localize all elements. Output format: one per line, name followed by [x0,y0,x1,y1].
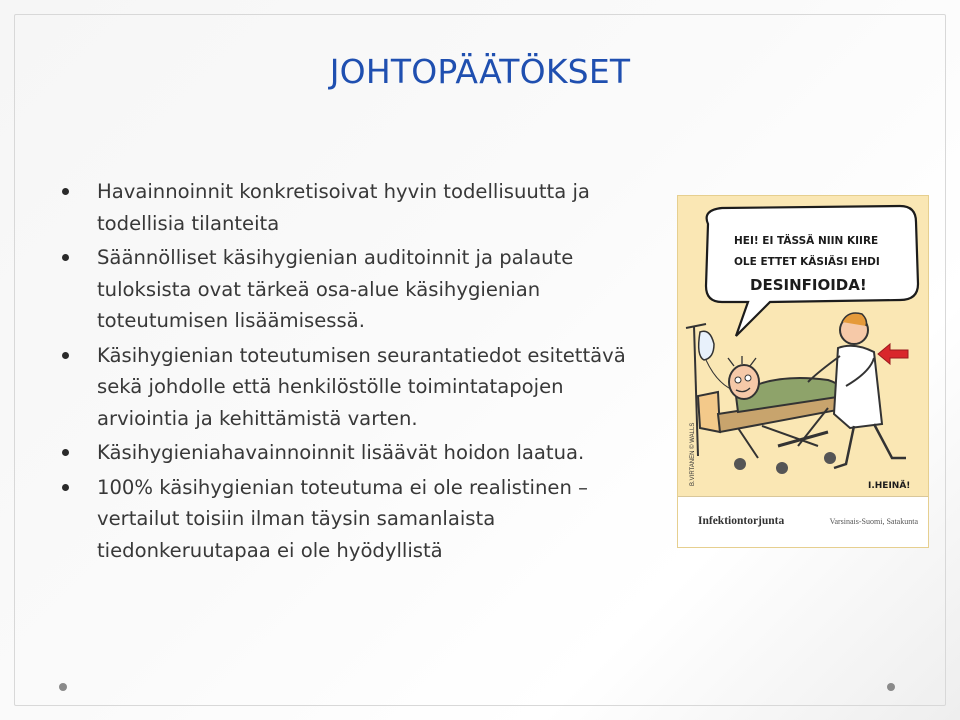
cartoon-signature: I.HEINÄ! [868,481,911,491]
speech-bubble [706,206,918,336]
bed-headboard [698,392,720,432]
bullet-list [60,176,650,569]
cartoon-illustration [677,195,929,548]
bullet-text: Säännölliset käsihygienian auditoinnit ja palaute tuloksista ovat tärkeä osa-alue käsihygienian toteutumisen lisäämisessä. [97,246,574,332]
bullet-text: 100% käsihygienian toteutuma ei ole realistinen – vertailut toisiin ilman täysin samanlaista tiedonkeruutapaa ei ole hyödyllistä [97,475,588,562]
cartoon-caption-strip [678,496,928,547]
bullet-text: Käsihygieniahavainnoinnit lisäävät hoidon laatua. [97,441,585,464]
bullet-text: Havainnoinnit konkretisoivat hyvin todellisuutta ja todellisia tilanteita [97,180,590,235]
cartoon-drawing [678,196,928,499]
patient-head [729,365,759,399]
speech-line-3: DESINFIOIDA! [750,276,867,294]
bullet-dot-icon [62,352,69,359]
bullet-text: Käsihygienian toteutumisen seurantatiedot esitettävä sekä johdolle että henkilöstölle toimintatapojen arviointia ja kehittämistä varten. [97,343,626,430]
doctor-leg [834,426,854,468]
bullet-item [60,176,650,239]
caption-side: Varsinais-Suomi, Satakunta [829,517,918,526]
bed-wheel [776,462,788,474]
bullet-dot-icon [62,188,69,195]
corner-dot-icon [887,683,895,691]
corner-dot-icon [59,683,67,691]
slide-title: JOHTOPÄÄTÖKSET [329,52,631,91]
bullet-item [60,472,650,567]
doctor-leg [874,424,906,458]
bullet-item [60,340,650,435]
iv-bag [699,331,714,360]
red-arrow-icon [878,344,908,364]
bed-wheel [824,452,836,464]
side-credit: B.VIRTANEN © WALLS [690,422,696,486]
bullet-item [60,242,650,337]
bullet-dot-icon [62,484,69,491]
bullet-dot-icon [62,449,69,456]
bed-wheel [734,458,746,470]
bullet-item [60,437,650,469]
speech-line-2: OLE ETTET KÄSIÄSI EHDI [734,256,880,268]
speech-line-1: HEI! EI TÄSSÄ NIIN KIIRE [734,235,879,247]
caption-main: Infektiontorjunta [698,515,785,527]
bullet-dot-icon [62,254,69,261]
doctor-coat [834,346,882,428]
